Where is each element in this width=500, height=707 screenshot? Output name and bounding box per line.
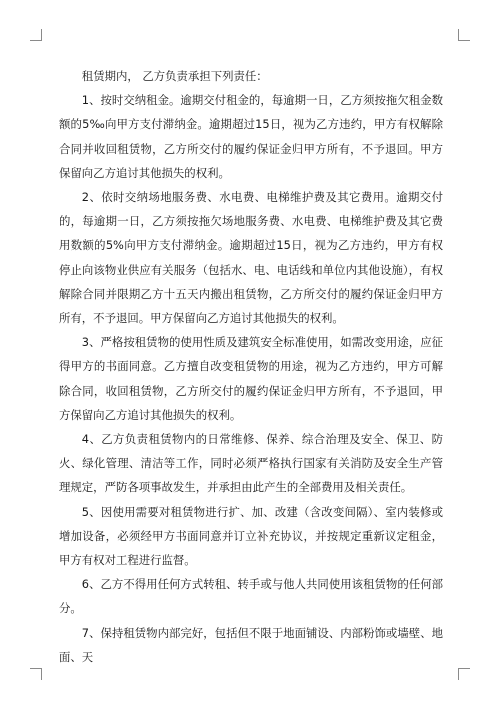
crop-mark-bottom-right-v: [458, 668, 459, 680]
crop-mark-top-right-h: [458, 40, 470, 41]
crop-mark-bottom-left-v: [41, 668, 42, 680]
clause-2: 2、依时交纳场地服务费、水电费、电梯维护费及其它费用。逾期交付的，每逾期一日，乙方须按拖欠场地服务费、水电费、电梯维护费及其它费用数额的5%向甲方支付滞纳金。逾期超过15日，视为乙方违约，甲方有权停止向该物业供应有关服务（包括水、电、电话线和单位内其他设施），有权解除合同并限期乙方十五天内搬出租赁物，乙方所交付的履约保证金归甲方所有，不予退回。甲方保留向乙方追讨其他损失的权利。: [59, 190, 443, 326]
crop-mark-top-left-v: [41, 29, 42, 41]
crop-mark-bottom-right-h: [458, 668, 470, 669]
clause-7: 7、保持租赁物内部完好，包括但不限于地面铺设、内部粉饰或墙壁、地面、天: [59, 625, 443, 664]
clause-1: 1、按时交纳租金。逾期交付租金的，每逾期一日，乙方须按拖欠租金数额的5‰向甲方支付滞纳金。逾期超过15日，视为乙方违约，甲方有权解除合同并收回租赁物，乙方所交付的履约保证金归甲方所有，不予退回。甲方保留向乙方追讨其他损失的权利。: [59, 93, 443, 180]
clause-4: 4、乙方负责租赁物内的日常维修、保养、综合治理及安全、保卫、防火、绿化管理、清洁等工作，同时必须严格执行国家有关消防及安全生产管理规定，严防各项事故发生，并承担由此产生的全部费用及相关责任。: [59, 432, 443, 495]
clause-5: 5、因使用需要对租赁物进行扩、加、改建（含改变间隔）、室内装修或增加设备，必须经甲方书面同意并订立补充协议，并按规定重新议定租金，甲方有权对工程进行监督。: [59, 504, 443, 568]
document-body: [59, 64, 443, 669]
clause-3: 3、严格按租赁物的使用性质及建筑安全标准使用，如需改变用途，应征得甲方的书面同意。乙方擅自改变租赁物的用途，视为乙方违约，甲方可解除合同，收回租赁物，乙方所交付的履约保证金归甲方所有，不予退回，甲方保留向乙方追讨其他损失的权利。: [59, 335, 443, 422]
intro-paragraph: 租赁期内， 乙方负责承担下列责任：: [81, 69, 268, 83]
crop-mark-top-right-v: [458, 29, 459, 41]
clause-6: 6、乙方不得用任何方式转租、转手或与他人共同使用该租赁物的任何部分。: [59, 577, 443, 616]
